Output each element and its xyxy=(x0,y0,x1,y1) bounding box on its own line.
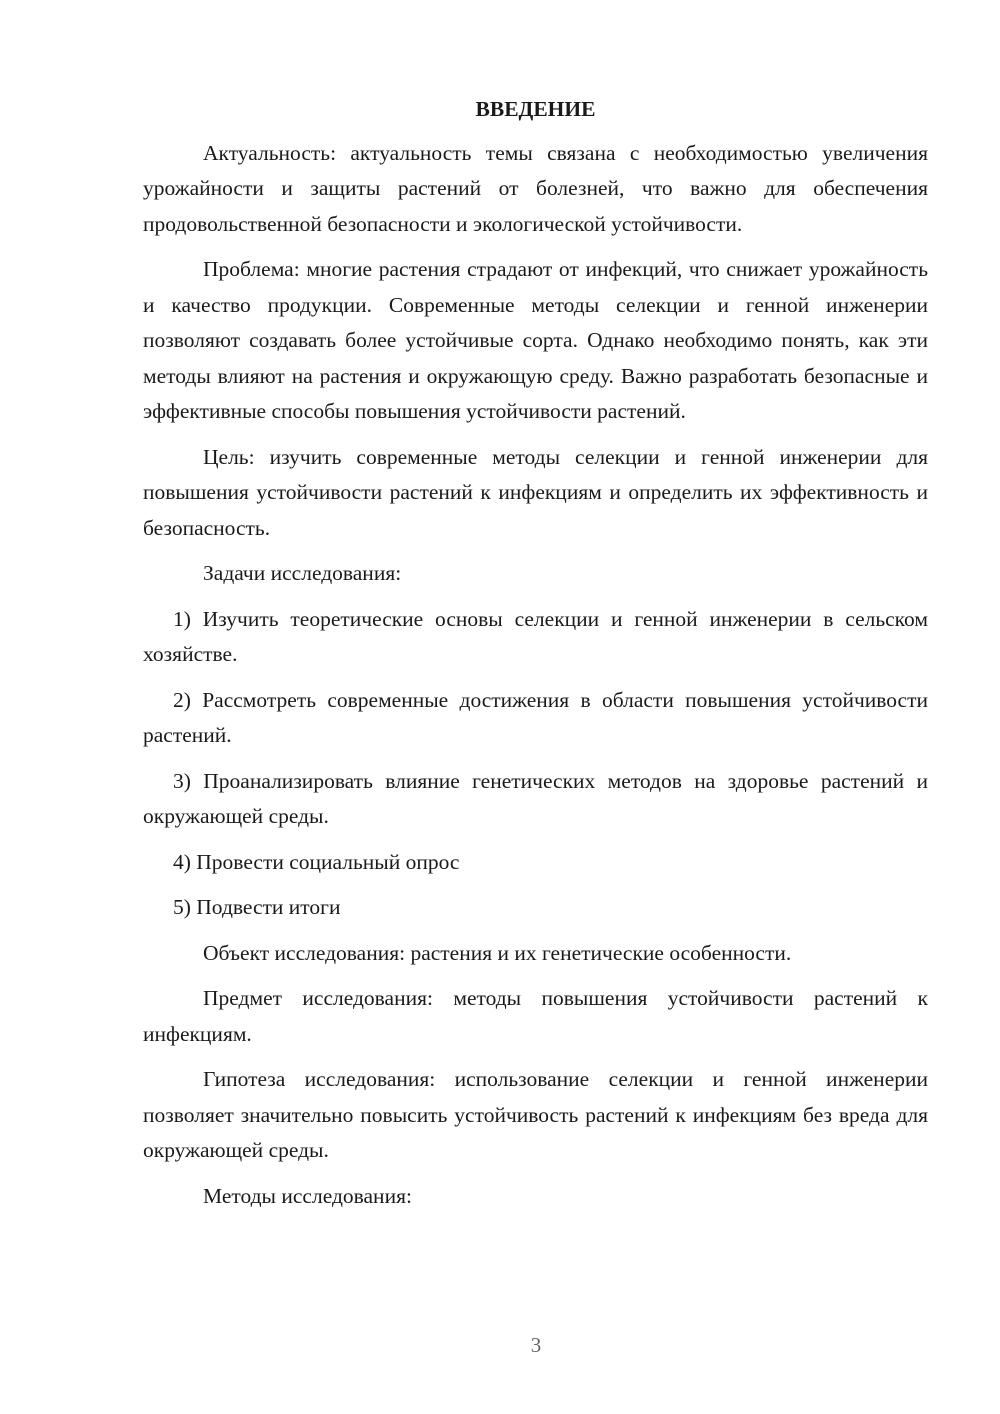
task-item: 3) Проанализировать влияние генетических методов на здоровье растений и окружающей среды. xyxy=(143,768,928,828)
goal-paragraph: Цель: изучить современные методы селекции и генной инженерии для повышения устойчивости растений к инфекциям и определить их эффективность и безопасность. xyxy=(143,444,928,540)
problem-paragraph: Проблема: многие растения страдают от инфекций, что снижает урожайность и качество продукции. Современные методы селекции и генной инженерии позволяют создавать более устойчивые сорта. Однако необходимо понять, как эти методы влияют на растения и окружающую среду. Важно разработать безопасные и эффективные способы повышения устойчивости растений. xyxy=(143,257,928,423)
section-heading: ВВЕДЕНИЕ xyxy=(475,97,596,121)
task-item: 4) Провести социальный опрос xyxy=(173,849,460,874)
task-item: 1) Изучить теоретические основы селекции и генной инженерии в сельском хозяйстве. xyxy=(143,606,928,666)
subject-paragraph: Предмет исследования: методы повышения устойчивости растений к инфекциям. xyxy=(143,986,928,1046)
relevance-paragraph: Актуальность: актуальность темы связана с необходимостью увеличения урожайности и защиты растений от болезней, что важно для обеспечения продовольственной безопасности и экологической устойчивости. xyxy=(143,140,928,236)
tasks-heading-paragraph: Задачи исследования: xyxy=(203,561,402,585)
task-item: 2) Рассмотреть современные достижения в области повышения устойчивости растений. xyxy=(143,687,928,747)
object-paragraph: Объект исследования: растения и их генетические особенности. xyxy=(203,940,792,965)
task-item: 5) Подвести итоги xyxy=(173,895,341,919)
methods-paragraph: Методы исследования: xyxy=(203,1183,412,1208)
document-page xyxy=(143,92,928,1224)
page-number: 3 xyxy=(530,1333,542,1357)
hypothesis-paragraph: Гипотеза исследования: использование селекции и генной инженерии позволяет значительно повысить устойчивость растений к инфекциям без вреда для окружающей среды. xyxy=(143,1067,928,1162)
